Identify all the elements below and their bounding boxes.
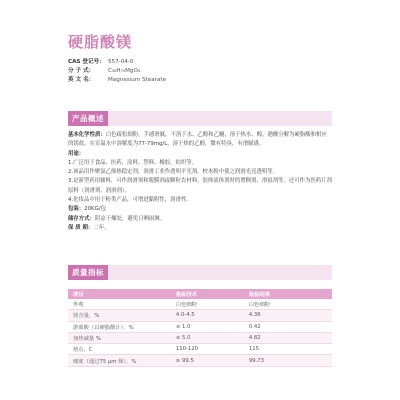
table-row [68,299,332,310]
table-cell: 加热减量 % [68,332,171,343]
basic-info-row-cas [68,58,166,67]
packing-line [68,205,332,214]
table-cell: 外观 [68,299,171,310]
use-label: 用途： [68,150,85,157]
table-cell: 游离酸（以硬脂酸计），% [68,321,171,332]
table-row [68,355,332,366]
cas-value: 557-04-0 [108,59,134,65]
cas-label: CAS 登记号： [68,59,105,65]
table-cell: 0.42 [244,321,332,332]
column-header-spec: 指标技术 [171,289,244,299]
packing-label: 包装： [68,206,85,213]
shelf-life-line [68,224,332,233]
table-cell: 白色细粉 [171,299,244,310]
table-cell: ≥ 99.5 [171,355,244,366]
table-cell: ≤ 1.0 [171,321,244,332]
use-item-2: 2.该品用作聚氯乙烯热稳定剂，润滑工业作透明平光剂，校木粉中使之润滑光亮透明等。 [68,169,278,176]
table-cell: 细度（通过75 μm 筛），% [68,355,171,366]
table-cell: 99.73 [244,355,332,366]
basic-info-row-formula [68,67,166,76]
overview-body [68,131,332,233]
basic-props-text: 白色疏松细粉，手感滑腻，不溶于水、乙醇和乙醚，溶于热水、醇，遇酸分解为硬脂酸和相应的镁盐。在室温水中溶解度为77-79mg/L，溶于热的乙醇，微有特臭，有滑腻感。 [68,132,327,148]
formula-label: 分 子 式： [68,68,95,74]
quality-table [68,289,332,367]
table-row [68,344,332,355]
table-cell: 4.0-4.5 [171,310,244,321]
table-header-row [68,289,332,299]
table-cell: 镁含量，% [68,310,171,321]
shelf-life-value: 二年。 [93,224,110,231]
english-name-value: Magnesium Stearate [108,77,167,83]
table-cell: 110-120 [171,344,244,355]
overview-heading: 产品概述 [68,111,108,126]
table-row [68,321,332,332]
storage-line [68,215,332,224]
english-name-label: 英 文 名： [68,77,95,83]
table-cell: 熔点，C [68,344,171,355]
basic-props-label: 基本化学性质： [68,132,106,138]
table-cell: 4.82 [244,332,332,343]
basic-props-paragraph [68,131,332,150]
use-item-4: 4.化妆品中用于粉类产品，可增进黏附性，润滑性。 [68,197,192,204]
column-header-result: 检验结果 [244,289,332,299]
use-item-1: 1.广泛用于食品、医药、涂料、塑料、橡胶、纺织等。 [68,159,198,166]
product-title: 硬脂酸镁 [68,33,133,51]
table-cell: ≤ 5.0 [171,332,244,343]
storage-value: 阴凉干燥处，避免日晒雨淋。 [94,215,166,222]
table-row [68,310,332,321]
table-cell: 4.36 [244,310,332,321]
shelf-life-label: 保 质 期： [68,224,94,231]
storage-label: 储存方式： [68,215,95,222]
basic-info [68,58,166,85]
basic-info-row-english [68,76,166,85]
packing-value: 20KG/包 [84,206,106,213]
table-row [68,332,332,343]
quality-heading: 质量指标 [68,265,108,280]
table-cell: 白色细粉 [244,299,332,310]
column-header-item: 项目 [68,289,171,299]
use-item-3: 3.是新型药用辅料，可作润滑剂和脱膜剂或颗粒农材料，胶体液体剂时的增稠剂，滑悬剂等，还可作为医药片剂原料（润滑剂、润滑剂）。 [68,178,332,194]
formula-value: C₃₆H₇₀MgO₄ [108,68,141,74]
table-cell: 115 [244,344,332,355]
